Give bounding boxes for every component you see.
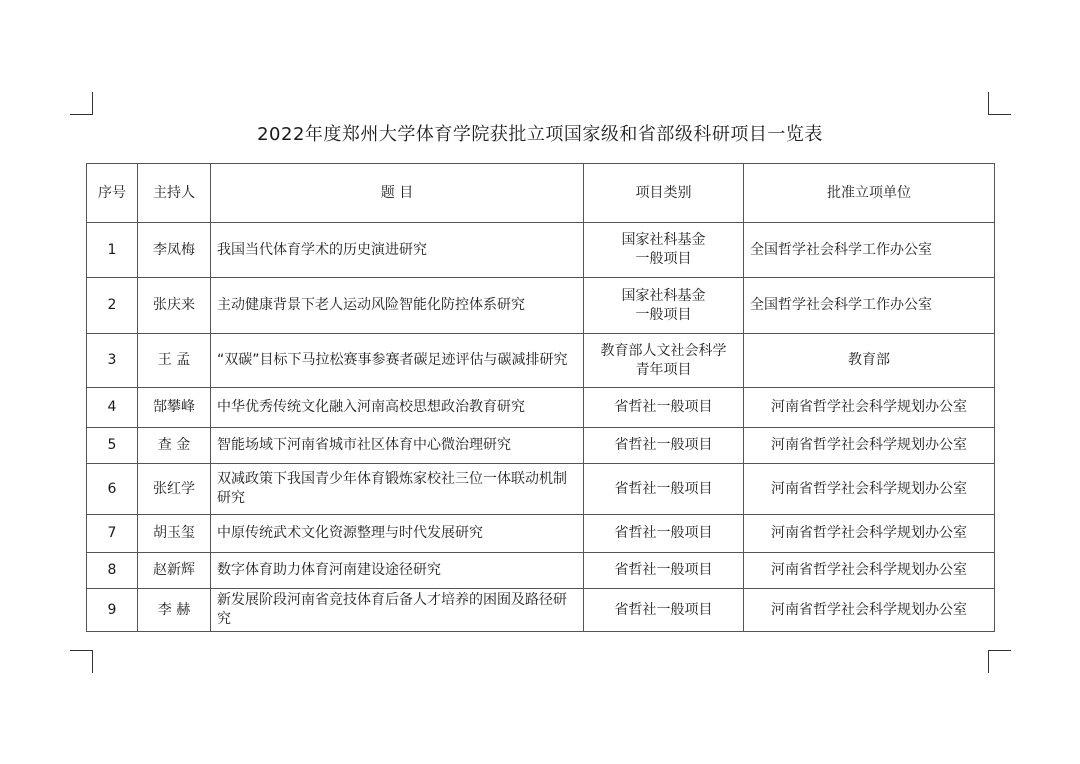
cell-unit: 教育部 [744,334,995,388]
crop-mark-bottom-right [988,650,1011,673]
header-no: 序号 [87,164,138,223]
table-row [87,388,995,428]
cell-host: 胡玉玺 [138,515,211,553]
cell-unit: 河南省哲学社会科学规划办公室 [744,553,995,589]
cell-unit: 全国哲学社会科学工作办公室 [744,223,995,278]
cell-unit: 河南省哲学社会科学规划办公室 [744,515,995,553]
cell-category: 省哲社一般项目 [584,553,744,589]
cell-topic: 中原传统武术文化资源整理与时代发展研究 [211,515,584,553]
cell-unit: 河南省哲学社会科学规划办公室 [744,589,995,632]
table-header-row [87,164,995,223]
cell-topic: 我国当代体育学术的历史演进研究 [211,223,584,278]
cell-host: 王 孟 [138,334,211,388]
cell-unit: 河南省哲学社会科学规划办公室 [744,428,995,464]
header-host: 主持人 [138,164,211,223]
cell-topic: 主动健康背景下老人运动风险智能化防控体系研究 [211,278,584,334]
cell-topic: 新发展阶段河南省竞技体育后备人才培养的困囿及路径研究 [211,589,584,632]
cell-unit: 河南省哲学社会科学规划办公室 [744,464,995,515]
cell-host: 张庆来 [138,278,211,334]
cell-category: 省哲社一般项目 [584,464,744,515]
cell-topic: 智能场域下河南省城市社区体育中心微治理研究 [211,428,584,464]
cell-category: 省哲社一般项目 [584,589,744,632]
cell-no: 6 [87,464,138,515]
table-row [87,515,995,553]
cell-category: 省哲社一般项目 [584,428,744,464]
cell-host: 李 赫 [138,589,211,632]
cell-no: 7 [87,515,138,553]
table-row [87,223,995,278]
cell-no: 3 [87,334,138,388]
cell-topic: 中华优秀传统文化融入河南高校思想政治教育研究 [211,388,584,428]
cell-unit: 全国哲学社会科学工作办公室 [744,278,995,334]
cell-category: 国家社科基金 一般项目 [584,223,744,278]
table-row [87,334,995,388]
table-row [87,589,995,632]
cell-topic: 数字体育助力体育河南建设途径研究 [211,553,584,589]
cell-category: 教育部人文社会科学 青年项目 [584,334,744,388]
cell-no: 5 [87,428,138,464]
table-row [87,428,995,464]
header-topic: 题 目 [211,164,584,223]
cell-no: 1 [87,223,138,278]
cell-category: 省哲社一般项目 [584,515,744,553]
cell-unit: 河南省哲学社会科学规划办公室 [744,388,995,428]
header-category: 项目类别 [584,164,744,223]
crop-mark-bottom-left [70,650,93,673]
cell-topic: 双减政策下我国青少年体育锻炼家校社三位一体联动机制研究 [211,464,584,515]
cell-topic: “双碳”目标下马拉松赛事参赛者碳足迹评估与碳减排研究 [211,334,584,388]
cell-category: 国家社科基金 一般项目 [584,278,744,334]
cell-host: 李凤梅 [138,223,211,278]
cell-host: 查 金 [138,428,211,464]
cell-no: 9 [87,589,138,632]
table-row [87,553,995,589]
crop-mark-top-left [70,92,93,115]
document-title: 2022年度郑州大学体育学院获批立项国家级和省部级科研项目一览表 [257,124,823,145]
cell-no: 4 [87,388,138,428]
cell-no: 2 [87,278,138,334]
cell-host: 张红学 [138,464,211,515]
cell-category: 省哲社一般项目 [584,388,744,428]
cell-no: 8 [87,553,138,589]
cell-host: 赵新辉 [138,553,211,589]
table-row [87,278,995,334]
header-unit: 批准立项单位 [744,164,995,223]
table-row [87,464,995,515]
cell-host: 郜攀峰 [138,388,211,428]
crop-mark-top-right [988,92,1011,115]
projects-table [86,163,995,632]
